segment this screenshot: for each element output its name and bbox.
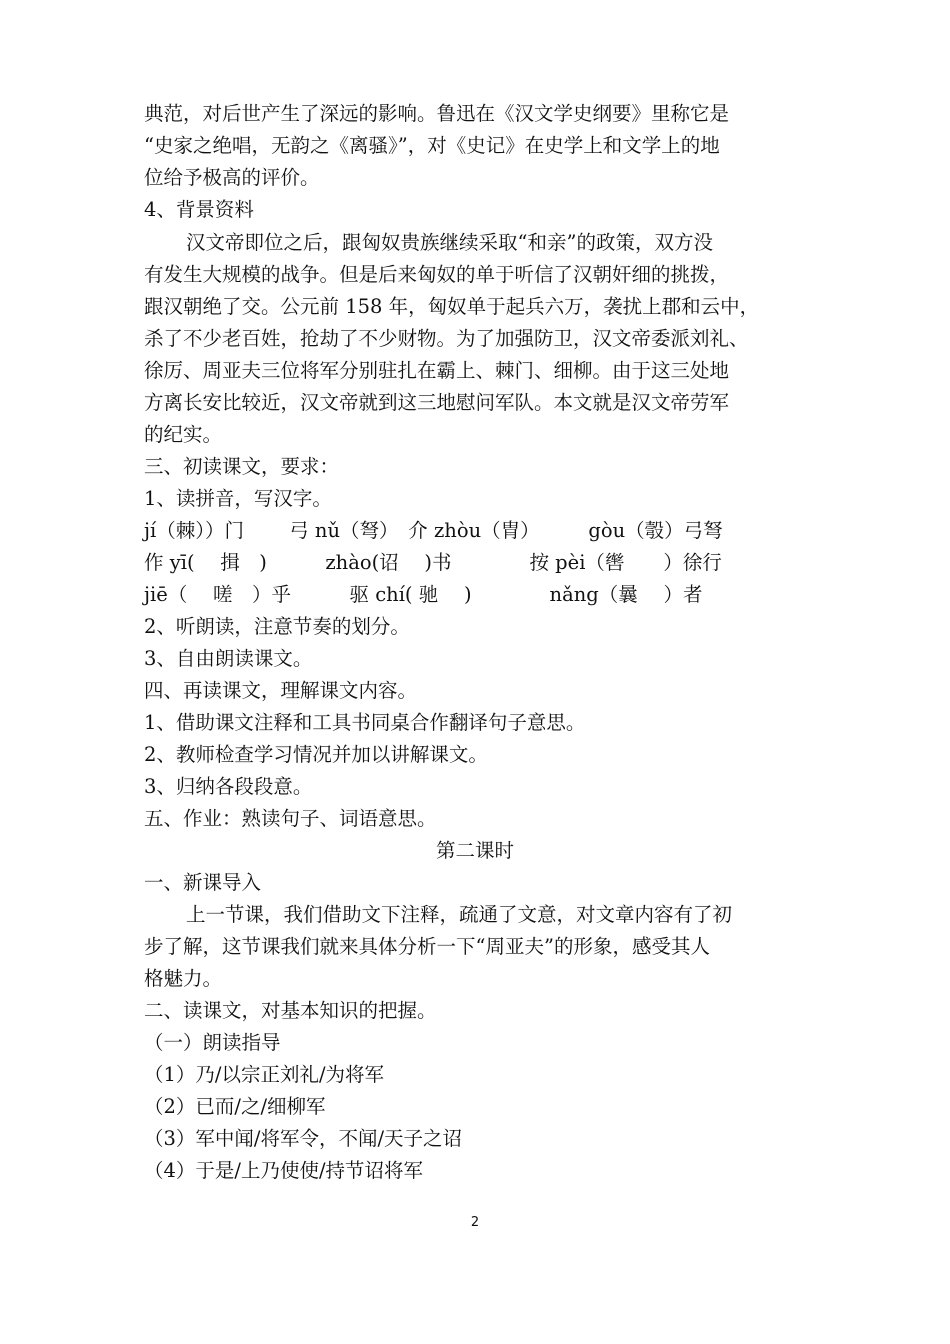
text-line: （一）朗读指导 <box>144 1031 281 1054</box>
text-line: 跟汉朝绝了交。公元前 158 年，匈奴单于起兵六万，袭扰上郡和云中， <box>144 295 760 318</box>
section-heading: 一、新课导入 <box>144 871 262 894</box>
text-line: 汉文帝即位之后，跟匈奴贵族继续采取“和亲”的政策，双方没 <box>186 231 713 254</box>
page-number: 2 <box>470 1215 480 1230</box>
text-line: （1）乃/以宗正刘礼/为将军 <box>144 1063 385 1086</box>
text-line: 3、归纳各段段意。 <box>144 775 313 798</box>
section-heading: 四、再读课文，理解课文内容。 <box>144 679 418 702</box>
pinyin-line: jí（棘））门 弓 nǔ（弩） 介 zhòu（胄） gòu（彀）弓弩 <box>144 519 723 542</box>
text-line: 典范，对后世产生了深远的影响。鲁迅在《汉文学史纲要》里称它是 <box>144 102 730 125</box>
text-line: 位给予极高的评价。 <box>144 166 320 189</box>
section-heading: 三、初读课文，要求： <box>144 455 340 478</box>
text-line: 格魅力。 <box>144 967 223 990</box>
text-line: （4）于是/上乃使使/持节诏将军 <box>144 1159 424 1182</box>
text-line: 2、教师检查学习情况并加以讲解课文。 <box>144 743 488 766</box>
text-line: （3）军中闻/将军令，不闻/天子之诏 <box>144 1127 463 1150</box>
section-heading: 二、读课文，对基本知识的把握。 <box>144 999 437 1022</box>
text-line: “史家之绝唱，无韵之《离骚》”，对《史记》在史学上和文学上的地 <box>144 134 720 157</box>
text-line: 杀了不少老百姓，抢劫了不少财物。为了加强防卫，汉文帝委派刘礼、 <box>144 327 749 350</box>
text-line: 方离长安比较近，汉文帝就到这三地慰问军队。本文就是汉文帝劳军 <box>144 391 730 414</box>
pinyin-line: 作 yī( 揖 ) zhào(诏 )书 按 pèi（辔 ）徐行 <box>144 551 722 574</box>
text-line: 3、自由朗读课文。 <box>144 647 313 670</box>
text-line: 的纪实。 <box>144 423 223 446</box>
text-line: 2、听朗读，注意节奏的划分。 <box>144 615 410 638</box>
section-heading: 五、作业：熟读句子、词语意思。 <box>144 807 437 830</box>
text-line: 徐厉、周亚夫三位将军分别驻扎在霸上、棘门、细柳。由于这三处地 <box>144 359 730 382</box>
text-line: 1、读拼音，写汉字。 <box>144 487 332 510</box>
lesson-title: 第二课时 <box>435 839 514 862</box>
text-line: 上一节课，我们借助文下注释，疏通了文意，对文章内容有了初 <box>186 903 733 926</box>
text-line: 1、借助课文注释和工具书同桌合作翻译句子意思。 <box>144 711 586 734</box>
text-line: 有发生大规模的战争。但是后来匈奴的单于听信了汉朝奸细的挑拨， <box>144 263 730 286</box>
text-line: （2）已而/之/细柳军 <box>144 1095 326 1118</box>
section-heading: 4、背景资料 <box>144 198 254 221</box>
text-line: 步了解，这节课我们就来具体分析一下“周亚夫”的形象，感受其人 <box>144 935 710 958</box>
pinyin-line: jiē（ 嗟 ）乎 驱 chí( 驰 ) nǎng（曩 ）者 <box>144 583 703 606</box>
